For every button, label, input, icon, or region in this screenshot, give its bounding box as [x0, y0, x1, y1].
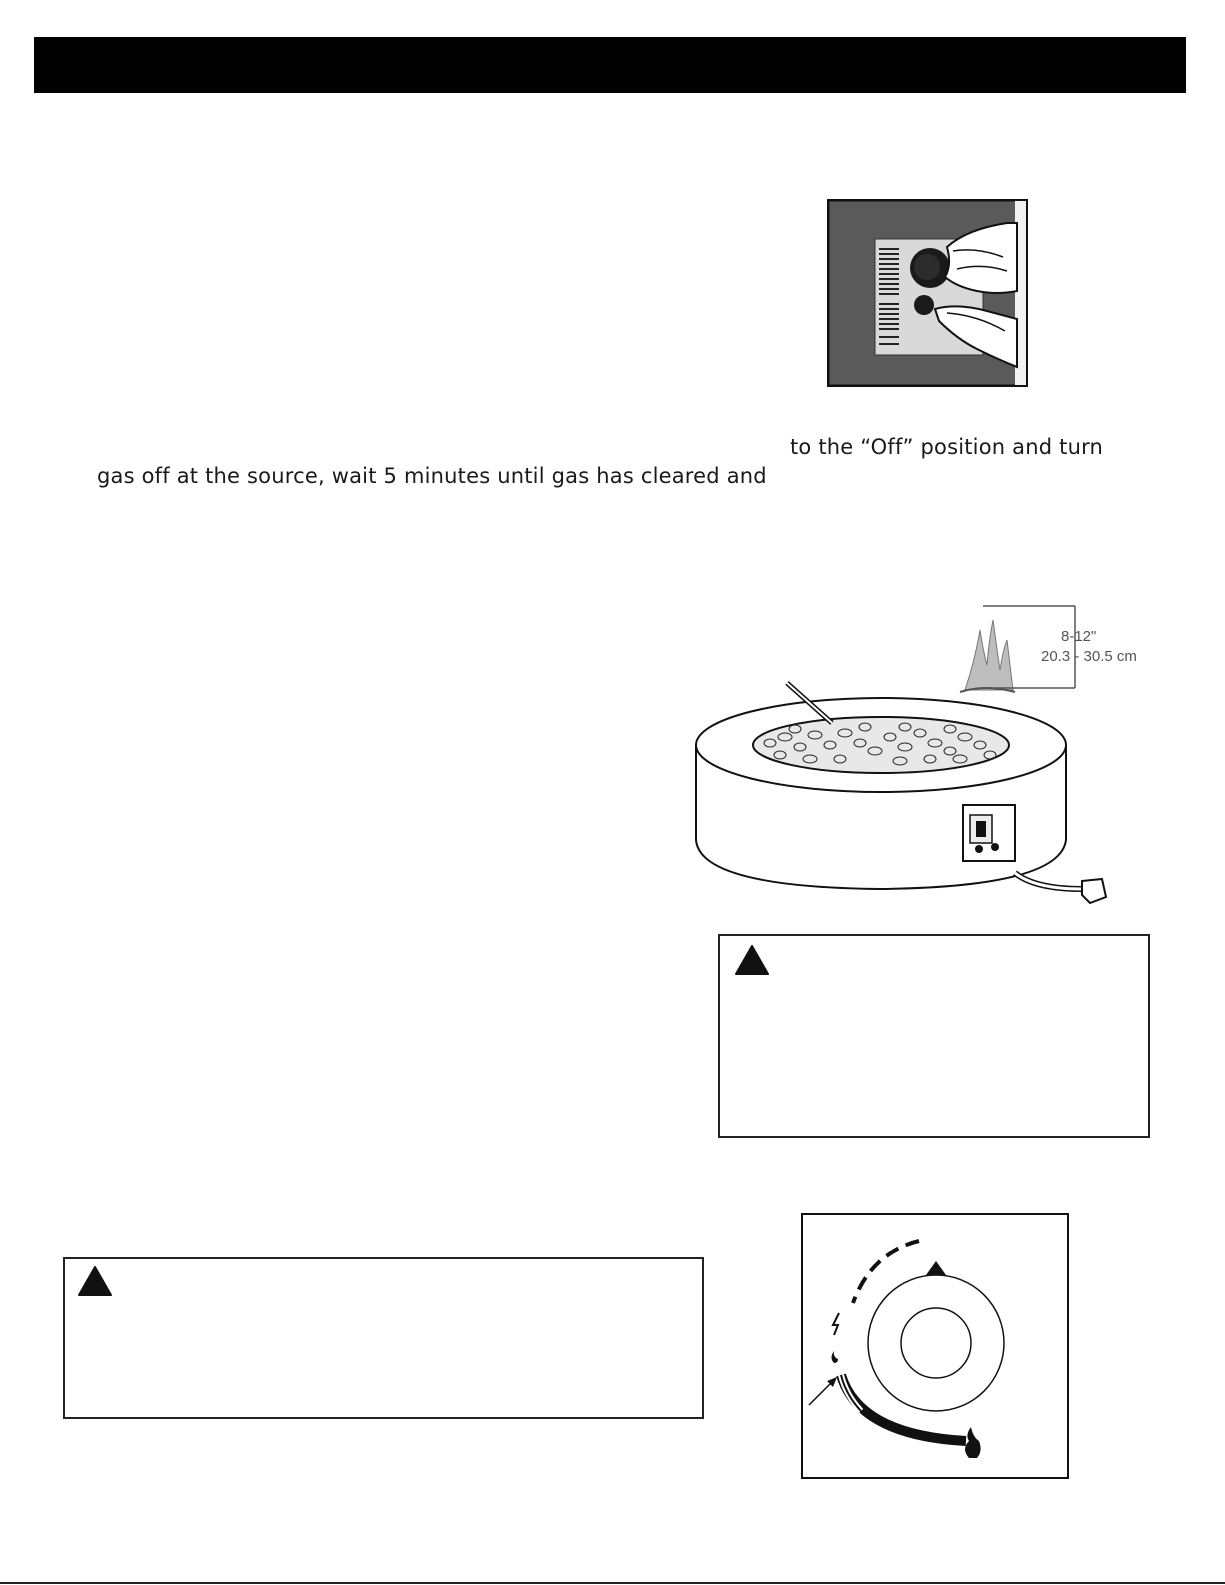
- bottom-rule: [0, 1582, 1225, 1584]
- control-panel-illustration: [827, 199, 1028, 387]
- control-panel-hands-figure: [827, 199, 1028, 387]
- step-text-line-2: gas off at the source, wait 5 minutes until gas has cleared and: [97, 464, 767, 488]
- step-text-line-1: to the “Off” position and turn: [790, 435, 1104, 459]
- warning-box-left: [63, 1257, 704, 1419]
- warning-box-right: [718, 934, 1150, 1138]
- warning-triangle-icon: [734, 944, 770, 976]
- fire-pit-figure: [690, 675, 1130, 915]
- fire-pit-illustration: [690, 675, 1130, 915]
- header-bar: [34, 37, 1186, 93]
- flame-height-cm: 20.3 - 30.5 cm: [1041, 648, 1137, 665]
- warning-triangle-icon: [77, 1265, 113, 1297]
- control-knob-dial-figure: [801, 1213, 1069, 1479]
- control-knob-dial-illustration: [801, 1213, 1069, 1479]
- flame-height-inches: 8-12": [1061, 628, 1097, 645]
